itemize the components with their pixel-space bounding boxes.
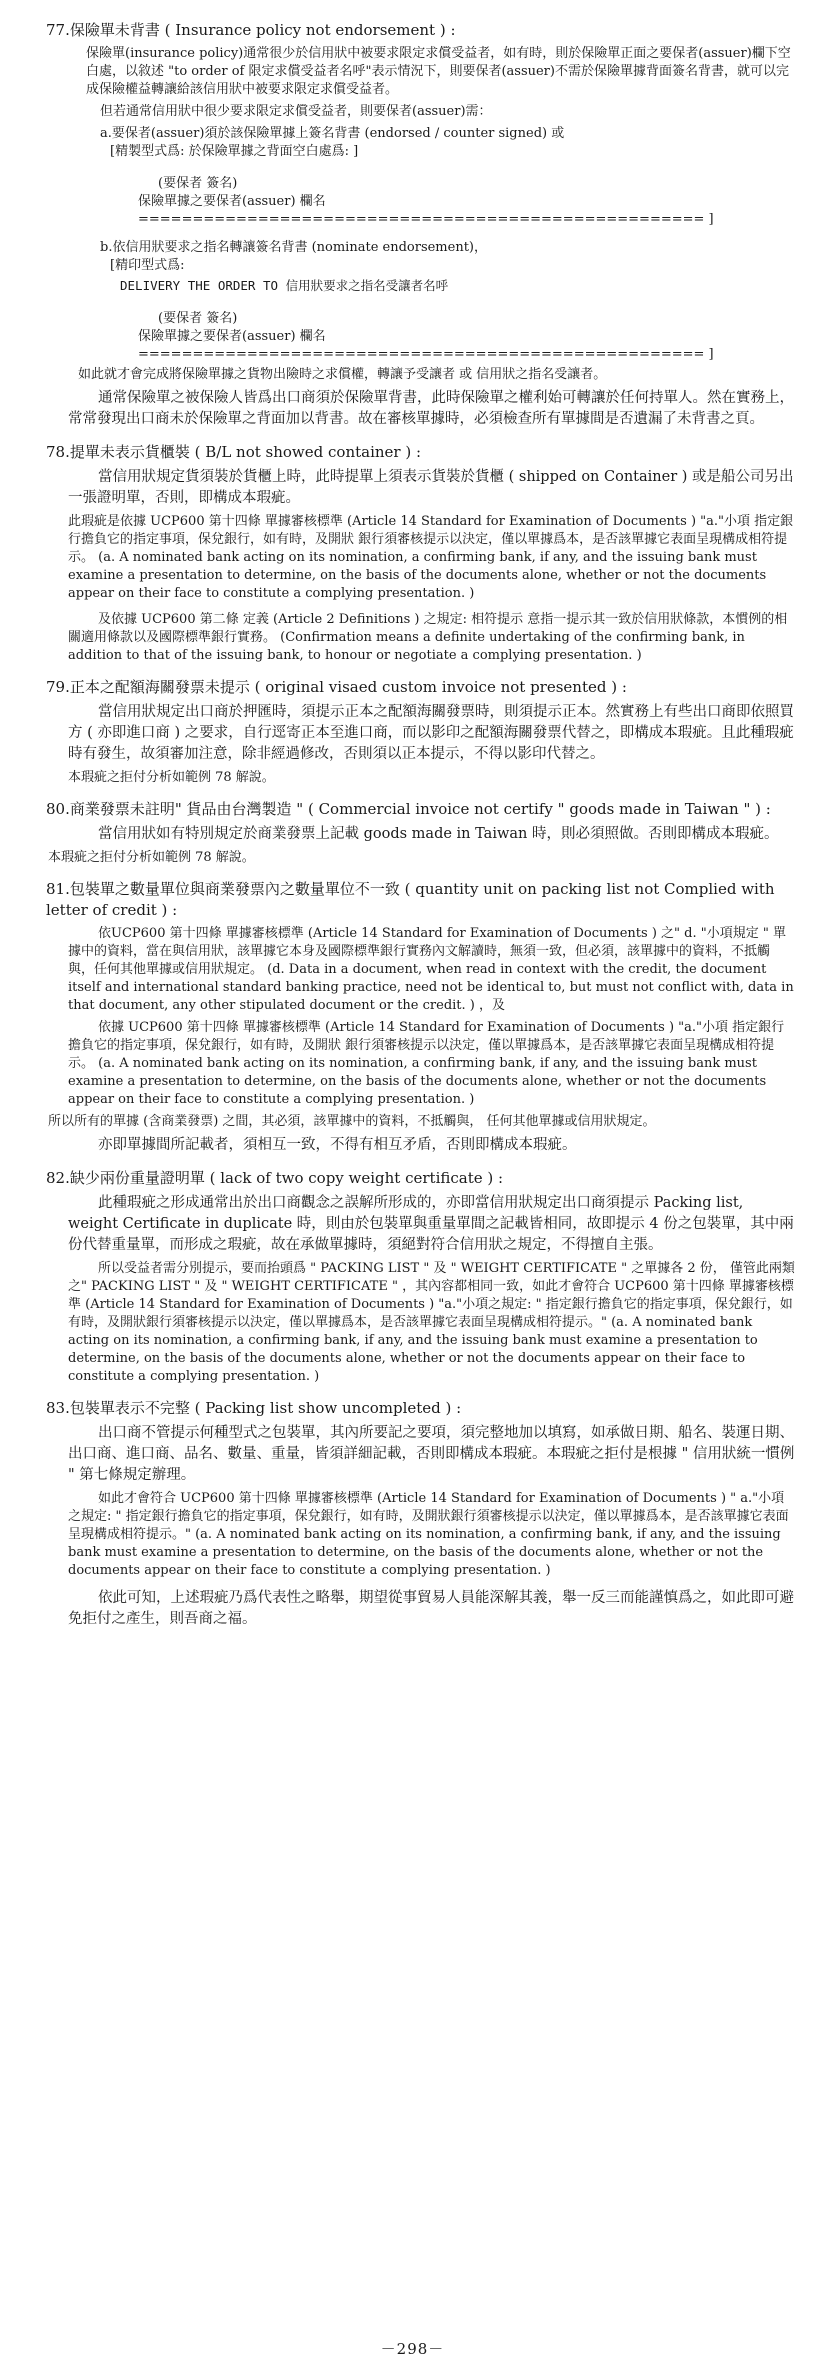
section-77	[48, 20, 795, 430]
section-81-para-1: 依UCP600 第十四條 單據審核標準 (Article 14 Standard for Examination of Documents ) 之" d. "小項規定 " 單據中的資料，當在與信用狀，該單據它本身及國際標準銀行實務內文解讀時，無須一致，但必須，該單據中的資料，不抵觸與，任何其他單據或信用狀規定。 (d. Data in a document, when read in context with the credit, the document itself and international standard banking practice, need not be identical to, but must not conflict with, data in that document, any other stipulated document or the credit. ) ，及	[68, 926, 794, 1013]
section-79-heading: 79.正本之配額海關發票未提示 ( original visaed custom invoice not presented ) :	[46, 678, 627, 696]
section-81-para-3: 所以所有的單據 (含商業發票) 之間，其必須，該單據中的資料，不抵觸與， 任何其他單據或信用狀規定。	[48, 1114, 656, 1129]
section-78-para-3: 及依據 UCP600 第二條 定義 (Article 2 Definitions ) 之規定: 相符提示 意指一提示其一致於信用狀條款，本慣例的相關適用條款以及國際標準銀行實務。 (Confirmation means a definite undertaking of the confirming bank, in addition to that of the issuing bank, to honour or negotiate a complying presentation. )	[68, 612, 788, 663]
section-78	[48, 442, 795, 665]
section-77-para-4: 通常保險單之被保險人皆爲出口商須於保險單背書，此時保險單之權利始可轉讓於任何持單人。然在實務上，常常發現出口商未於保險單之背面加以背書。故在審核單據時，必須檢查所有單據間是否遺漏了未背書之頁。	[68, 390, 794, 427]
section-82-para-1: 此種瑕疵之形成通常出於出口商觀念之誤解所形成的，亦即當信用狀規定出口商須提示 Packing list, weight Certificate in duplicate 時，則由於包裝單與重量單間之記載皆相同，故即提示 4 份之包裝單，其中兩份代替重量單，而形成之瑕疵，故在承做單據時，須絕對符合信用狀之規定，不得擅自主張。	[68, 1195, 794, 1253]
section-77-heading: 77.保險單未背書 ( Insurance policy not endorsement ) :	[46, 21, 456, 39]
section-77-item-b-note: [精印型式爲:	[110, 258, 185, 273]
page-number: －298－	[380, 2340, 445, 2358]
section-82	[48, 1168, 795, 1386]
section-81-heading: 81.包裝單之數量單位與商業發票內之數量單位不一致 ( quantity unit on packing list not Complied with letter of credit ) :	[46, 880, 775, 919]
section-81-para-4: 亦即單據間所記載者，須相互一致，不得有相互矛盾，否則即構成本瑕疵。	[98, 1137, 577, 1153]
section-80	[48, 799, 795, 867]
section-77-item-a: a.要保者(assuer)須於該保險單據上簽名背書 (endorsed / counter signed) 或	[100, 126, 565, 141]
section-83-para-3: 依此可知，上述瑕疵乃爲代表性之略舉，期望從事貿易人員能深解其義，舉一反三而能謹慎爲之，如此即可避免拒付之產生，則吾商之福。	[68, 1590, 794, 1627]
section-77-item-b: b.依信用狀要求之指名轉讓簽名背書 (nominate endorsement)，	[100, 240, 487, 255]
section-79	[48, 677, 795, 787]
section-77-para-3: 如此就才會完成將保險單據之貨物出險時之求償權，轉讓予受讓者 或 信用狀之指名受讓者。	[78, 367, 607, 382]
signature-line: ==================================================== ]	[138, 347, 714, 362]
section-77-item-b-text: DELIVERY THE ORDER TO 信用狀要求之指名受讓者名呼	[120, 278, 449, 293]
signature-field-label: 保險單據之要保者(assuer) 欄名	[138, 329, 326, 344]
section-81	[48, 879, 795, 1156]
section-78-heading: 78.提單未表示貨櫃裝 ( B/L not showed container ) :	[46, 443, 422, 461]
section-83-para-1: 出口商不管提示何種型式之包裝單，其內所要記之要項，須完整地加以填寫，如承做日期、船名、裝運日期、出口商、進口商、品名、數量、重量，皆須詳細記載，否則即構成本瑕疵。本瑕疵之拒付是根據 " 信用狀統一慣例 " 第七條規定辦理。	[68, 1425, 795, 1483]
section-77-item-a-note: [精製型式爲: 於保險單據之背面空白處爲: ]	[110, 144, 359, 159]
signature-line: ==================================================== ]	[138, 212, 714, 227]
section-77-para-2: 但若通常信用狀中很少要求限定求償受益者，則要保者(assuer)需：	[100, 104, 492, 119]
section-77-signature-block-a	[48, 175, 795, 229]
section-82-para-2: 所以受益者需分別提示，要而抬頭爲 " PACKING LIST " 及 " WEIGHT CERTIFICATE " 之單據各 2 份， 僅管此兩類之" PACKING LIST " 及 " WEIGHT CERTIFICATE " ，其內容都相同一致，如此才會符合 UCP600 第十四條 單據審核標準 (Article 14 Standard for Examination of Documents ) "a."小項之規定: " 指定銀行擔負它的指定事項，保兌銀行，如有時，及開狀銀行須審核提示以決定，僅以單據爲本，是否該單據它表面呈現構成相符提示。" (a. A nominated bank acting on its nomination, a confirming bank, if any, and the issuing bank must examine a presentation to determine, on the basis of the documents alone, whether or not the documents appear on their face to constitute a complying presentation. )	[68, 1261, 795, 1384]
section-83-heading: 83.包裝單表示不完整 ( Packing list show uncompleted ) :	[46, 1399, 462, 1417]
section-80-heading: 80.商業發票未註明" 貨品由台灣製造 " ( Commercial invoice not certify " goods made in Taiwan " ) :	[46, 800, 771, 818]
section-83	[48, 1398, 795, 1630]
section-81-para-2: 依據 UCP600 第十四條 單據審核標準 (Article 14 Standard for Examination of Documents ) "a."小項 指定銀行擔負它的指定事項，保兌銀行，如有時，及開狀 銀行須審核提示以決定，僅以單據爲本，是否該單據它表面呈現構成相符提示。 (a. A nominated bank acting on its nomination, a confirming bank, if any, and the issuing bank must examine a presentation to determine, on the basis of the documents alone, whether or not the documents appear on their face to constitute a complying presentation. )	[68, 1020, 785, 1107]
section-80-para-2: 本瑕疵之拒付分析如範例 78 解說。	[48, 850, 255, 865]
section-78-para-1: 當信用狀規定貨須裝於貨櫃上時，此時提單上須表示貨裝於貨櫃 ( shipped on Container ) 或是船公司另出一張證明單，否則，即構成本瑕疵。	[68, 469, 794, 506]
section-79-para-1: 當信用狀規定出口商於押匯時，須提示正本之配額海關發票時，則須提示正本。然實務上有些出口商即依照買方 ( 亦即進口商 ) 之要求，自行逕寄正本至進口商，而以影印之配額海關發票代替之，即構成本瑕疵。且此種瑕疵時有發生，故須審加注意，除非經過修改，否則須以正本提示，不得以影印代替之。	[68, 704, 794, 762]
section-82-heading: 82.缺少兩份重量證明單 ( lack of two copy weight certificate ) :	[46, 1169, 504, 1187]
section-83-para-2: 如此才會符合 UCP600 第十四條 單據審核標準 (Article 14 Standard for Examination of Documents ) " a."小項之規定: " 指定銀行擔負它的指定事項，保兌銀行，如有時，及開狀銀行須審核提示以決定，僅以單據爲本，是否該單據它表面呈現構成相符提示。" (a. A nominated bank acting on its nomination, a confirming bank, if any, and the issuing bank must examine a presentation to determine, on the basis of the documents alone, whether or not the documents appear on their face to constitute a complying presentation. )	[68, 1491, 789, 1578]
signature-field-label: 保險單據之要保者(assuer) 欄名	[138, 194, 326, 209]
signature-stamp-label: (要保者 簽名)	[158, 176, 238, 191]
section-78-para-2: 此瑕疵是依據 UCP600 第十四條 單據審核標準 (Article 14 Standard for Examination of Documents ) "a."小項 指定銀行擔負它的指定事項，保兌銀行，如有時，及開狀 銀行須審核提示以決定，僅以單據爲本，是否該單據它表面呈現構成相符提示。 (a. A nominated bank acting on its nomination, a confirming bank, if any, and the issuing bank must examine a presentation to determine, on the basis of the documents alone, whether or not the documents appear on their face to constitute a complying presentation. )	[68, 514, 794, 601]
signature-stamp-label: (要保者 簽名)	[158, 311, 238, 326]
section-80-para-1: 當信用狀如有特別規定於商業發票上記載 goods made in Taiwan 時，則必須照做。否則即構成本瑕疵。	[98, 826, 779, 842]
section-77-signature-block-b	[48, 310, 795, 364]
section-79-para-2: 本瑕疵之拒付分析如範例 78 解說。	[68, 770, 275, 785]
section-77-para-1: 保險單(insurance policy)通常很少於信用狀中被要求限定求償受益者，如有時，則於保險單正面之要保者(assuer)欄下空白處，以敘述 "to order of 限定求償受益者名呼"表示情況下，則要保者(assuer)不需於保險單據背面簽名背書，就可以完成保險權益轉讓給該信用狀中被要求限定求償受益者。	[86, 46, 791, 97]
